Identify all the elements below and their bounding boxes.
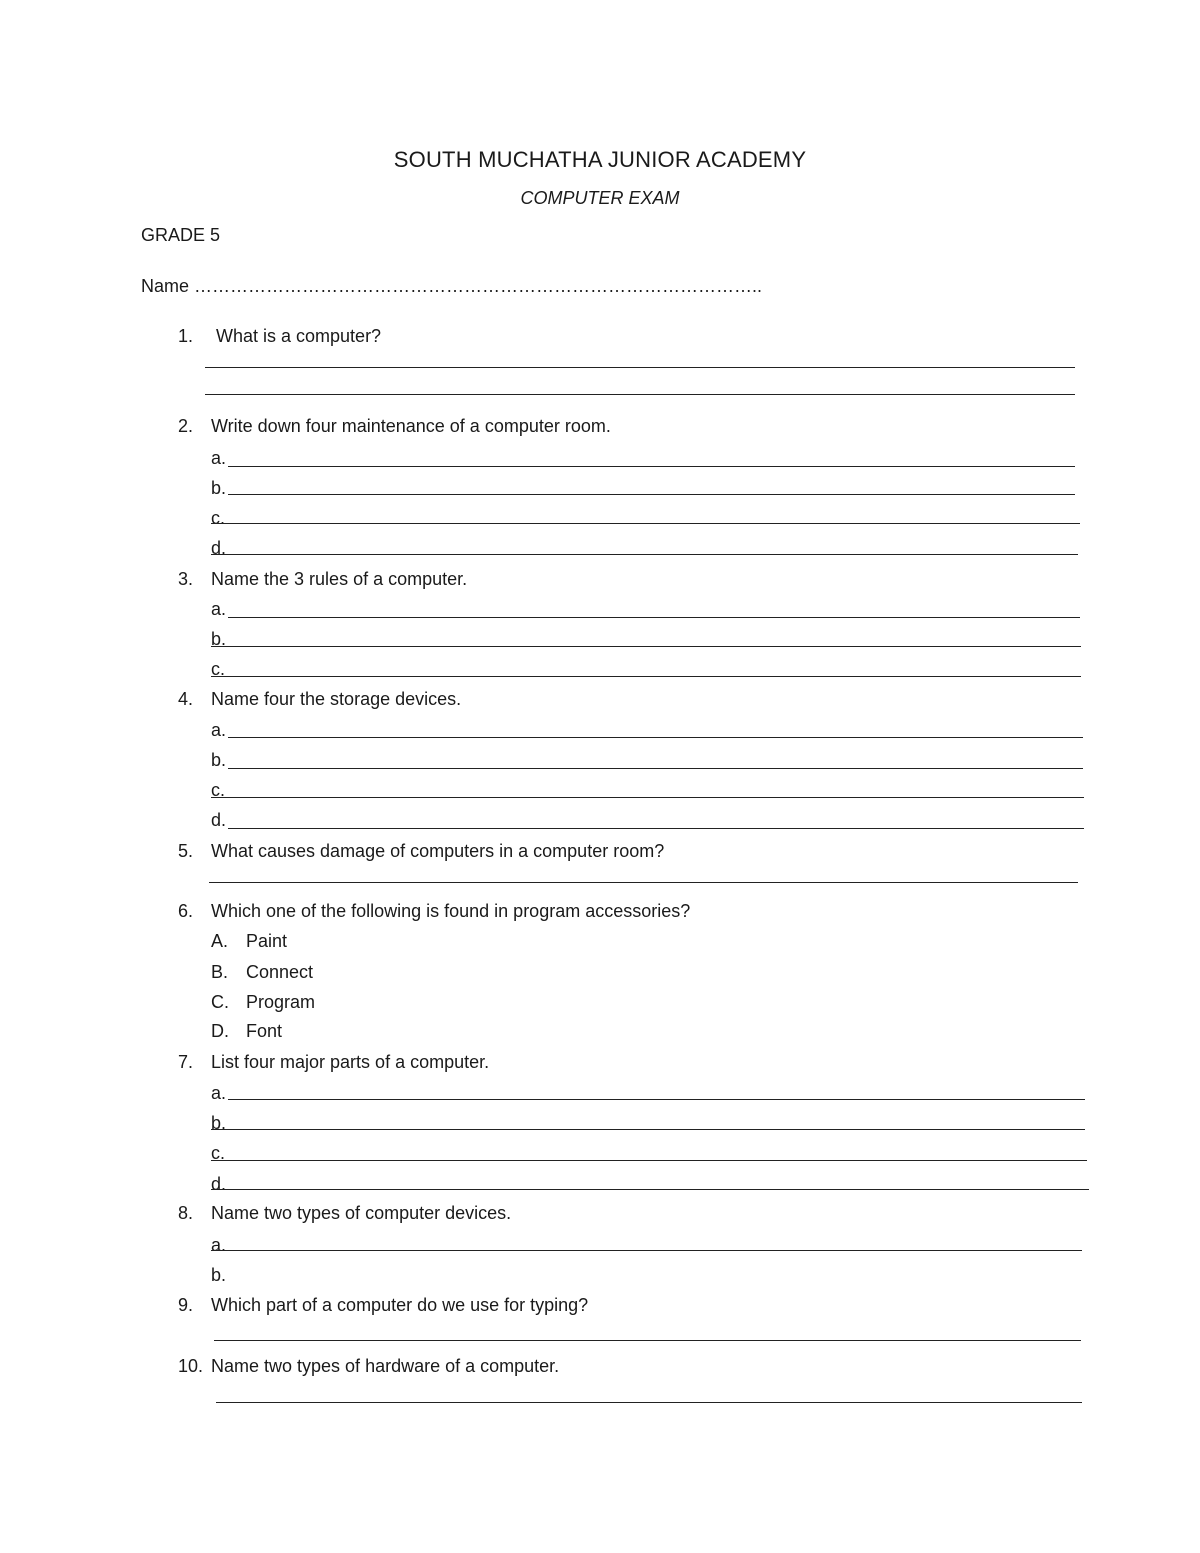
question-number: 2. [177, 416, 193, 436]
option-label: a. [211, 448, 227, 468]
option-label: b. [211, 478, 227, 498]
answer-line[interactable] [211, 1129, 1085, 1130]
answer-line[interactable] [211, 1250, 1082, 1251]
choice-text: Program [246, 992, 316, 1012]
question-text: What is a computer? [216, 326, 382, 346]
option-label: b. [211, 750, 227, 770]
option-label: c. [211, 1143, 226, 1163]
question-text: Write down four maintenance of a computer room. [211, 416, 611, 436]
answer-line[interactable] [205, 367, 1075, 368]
exam-title: COMPUTER EXAM [520, 188, 680, 208]
option-label: b. [211, 1113, 227, 1133]
choice-text: Font [246, 1021, 283, 1041]
answer-line[interactable] [228, 768, 1083, 769]
option-label: c. [211, 508, 226, 528]
question-number: 4. [177, 689, 193, 709]
question-number: 7. [177, 1052, 193, 1072]
question-text: List four major parts of a computer. [211, 1052, 490, 1072]
answer-line[interactable] [228, 828, 1084, 829]
question-text: Name two types of computer devices. [211, 1203, 512, 1223]
answer-line[interactable] [228, 617, 1080, 618]
answer-line[interactable] [209, 882, 1078, 883]
question-number: 9. [177, 1295, 193, 1315]
choice-text: Connect [246, 962, 314, 982]
option-label: d. [211, 538, 227, 558]
answer-line[interactable] [205, 394, 1075, 395]
question-text: Name four the storage devices. [211, 689, 462, 709]
option-label: c. [211, 659, 226, 679]
question-number: 10. [177, 1356, 203, 1376]
question-number: 5. [177, 841, 193, 861]
answer-line[interactable] [211, 646, 1081, 647]
question-text: Which one of the following is found in program accessories? [211, 901, 691, 921]
grade-label: GRADE 5 [141, 225, 221, 245]
answer-line[interactable] [214, 1340, 1081, 1341]
question-text: Which part of a computer do we use for typing? [211, 1295, 589, 1315]
question-text: Name the 3 rules of a computer. [211, 569, 468, 589]
option-label: d. [211, 1174, 227, 1194]
option-label: a. [211, 599, 227, 619]
option-label: b. [211, 629, 227, 649]
answer-line[interactable] [228, 466, 1075, 467]
question-text: Name two types of hardware of a computer. [211, 1356, 560, 1376]
option-label: c. [211, 780, 226, 800]
question-number: 1. [177, 326, 193, 346]
choice-letter: A. [211, 931, 229, 951]
option-label: d. [211, 810, 227, 830]
option-label: a. [211, 1235, 227, 1255]
school-title: SOUTH MUCHATHA JUNIOR ACADEMY [393, 147, 807, 172]
question-number: 8. [177, 1203, 193, 1223]
answer-line[interactable] [211, 676, 1081, 677]
question-text: What causes damage of computers in a computer room? [211, 841, 665, 861]
question-number: 3. [177, 569, 193, 589]
student-name-field[interactable]: Name ………………………………………………………………………………….. [141, 276, 763, 296]
choice-text: Paint [246, 931, 288, 951]
answer-line[interactable] [211, 1160, 1087, 1161]
choice-letter: D. [211, 1021, 229, 1041]
answer-line[interactable] [211, 797, 1084, 798]
option-label: a. [211, 720, 227, 740]
option-label: b. [211, 1265, 227, 1285]
answer-line[interactable] [228, 494, 1075, 495]
answer-line[interactable] [211, 523, 1080, 524]
answer-line[interactable] [216, 1402, 1082, 1403]
answer-line[interactable] [228, 737, 1083, 738]
answer-line[interactable] [228, 1099, 1085, 1100]
question-number: 6. [177, 901, 193, 921]
choice-letter: B. [211, 962, 229, 982]
answer-line[interactable] [211, 1189, 1089, 1190]
answer-line[interactable] [211, 554, 1078, 555]
choice-letter: C. [211, 992, 229, 1012]
option-label: a. [211, 1083, 227, 1103]
